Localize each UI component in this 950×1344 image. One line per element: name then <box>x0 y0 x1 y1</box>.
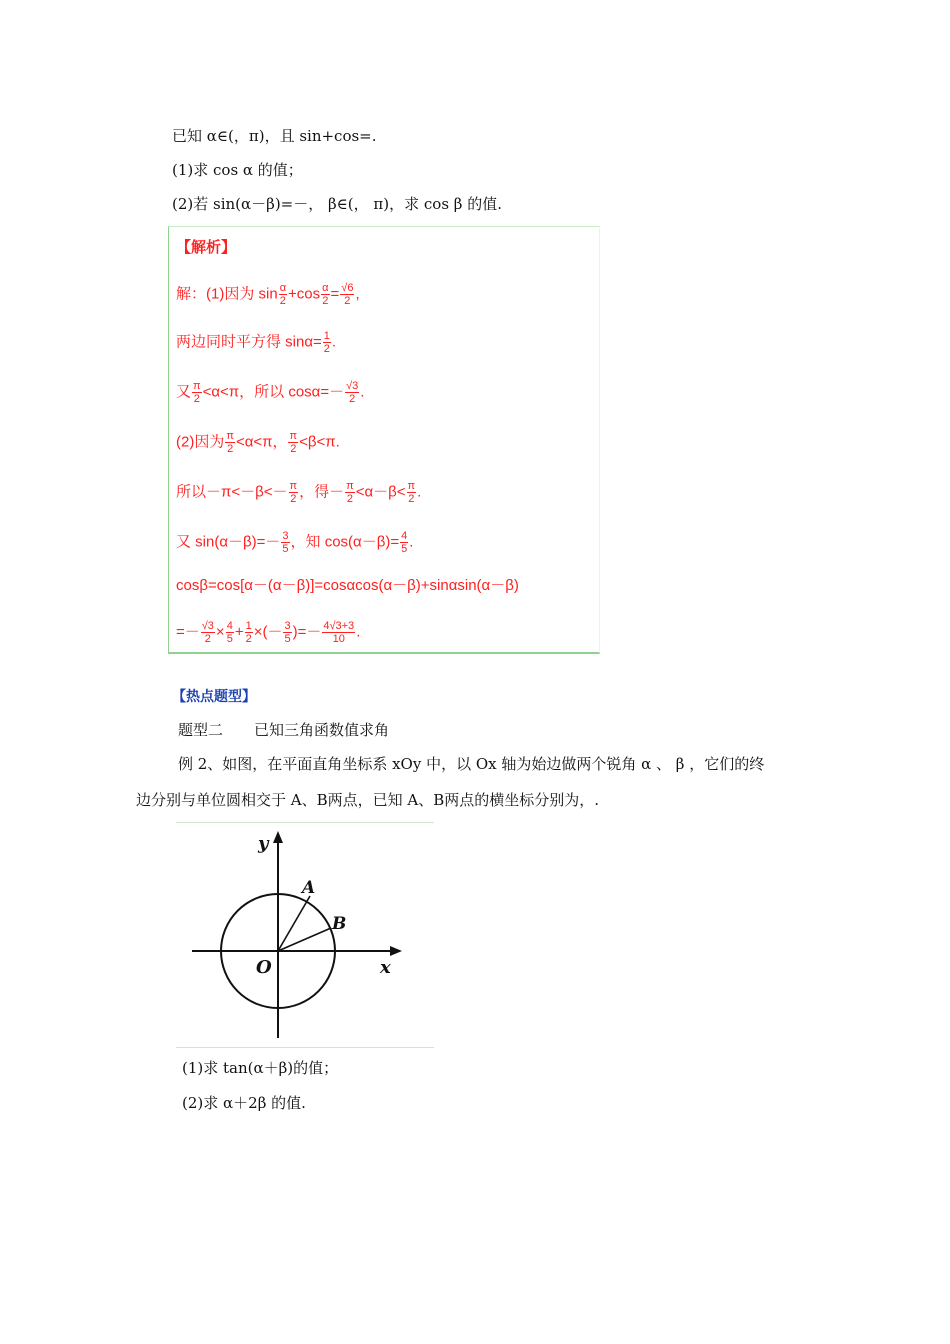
topic-type-title: 已知三角函数值求角 <box>254 721 390 739</box>
solution-line-6: 又 sin(α－β)=－ $\frac{3}{5}$ ，知 cos(α－β)= $\frac{4}{5}$ . <box>176 530 414 555</box>
problem-question-2: (2)若 sin(α－β)=－， β∈(， π)，求 cos β 的值. <box>172 195 502 213</box>
problem-question-1: (1)求 cos α 的值； <box>172 161 303 179</box>
example-question-1: (1)求 tan(α＋β)的值； <box>182 1059 339 1077</box>
solution-line-5: 所以－π<－β<－ $\frac{\pi}{2}$ ，得－ $\frac{\pi}{2}$ <α－β< $\frac{\pi}{2}$ . <box>176 480 422 505</box>
solution-line-3: 又 $\frac{\pi}{2}$ <α<π，所以 cosα=－ $\frac{√3}{2}$ . <box>176 380 365 405</box>
label-b: B <box>332 914 347 934</box>
x-axis-arrow <box>390 946 402 956</box>
unit-circle-figure <box>176 822 434 1048</box>
solution-line-1: 解：(1)因为 sin $\frac{\alpha}{2}$ +cos $\frac{\alpha}{2}$ = $\frac{√6}{2}$ , <box>176 282 360 307</box>
label-y: y <box>258 833 269 854</box>
solution-heading: 【解析】 <box>176 239 237 256</box>
solution-line-7: cosβ=cos[α－(α－β)]=cosαcos(α－β)+sinαsin(α－β) <box>176 577 519 594</box>
ray-b <box>278 928 331 951</box>
example-question-2: (2)求 α＋2β 的值. <box>182 1094 306 1112</box>
example-line-1: 例 2、如图，在平面直角坐标系 xOy 中，以 Ox 轴为始边做两个锐角 α 、 β ，它们的终 <box>178 755 765 773</box>
y-axis-arrow <box>273 831 283 843</box>
unit-circle-diagram <box>176 823 434 1047</box>
hot-topic-heading: 【热点题型】 <box>172 688 256 704</box>
solution-line-8: =－ $\frac{√3}{2}$ × $\frac{4}{5}$ + $\frac{1}{2}$ ×(－ $\frac{3}{5}$ )=－ $\frac{4√3+3}{10}$ . <box>176 620 361 645</box>
solution-line-4: (2)因为 $\frac{\pi}{2}$ <α<π， $\frac{\pi}{2}$ <β<π. <box>176 430 340 455</box>
example-line-2: 边分别与单位圆相交于 A、B两点，已知 A、B两点的横坐标分别为，. <box>136 791 600 809</box>
ray-a <box>278 896 310 951</box>
label-x: x <box>380 957 391 978</box>
label-o: O <box>256 957 272 978</box>
topic-type-label: 题型二 <box>178 721 224 739</box>
solution-line-2: 两边同时平方得 sinα= $\frac{1}{2}$ . <box>176 330 337 355</box>
problem-given: 已知 α∈(，π)，且 sin+cos=. <box>172 127 377 145</box>
label-a: A <box>302 878 316 898</box>
